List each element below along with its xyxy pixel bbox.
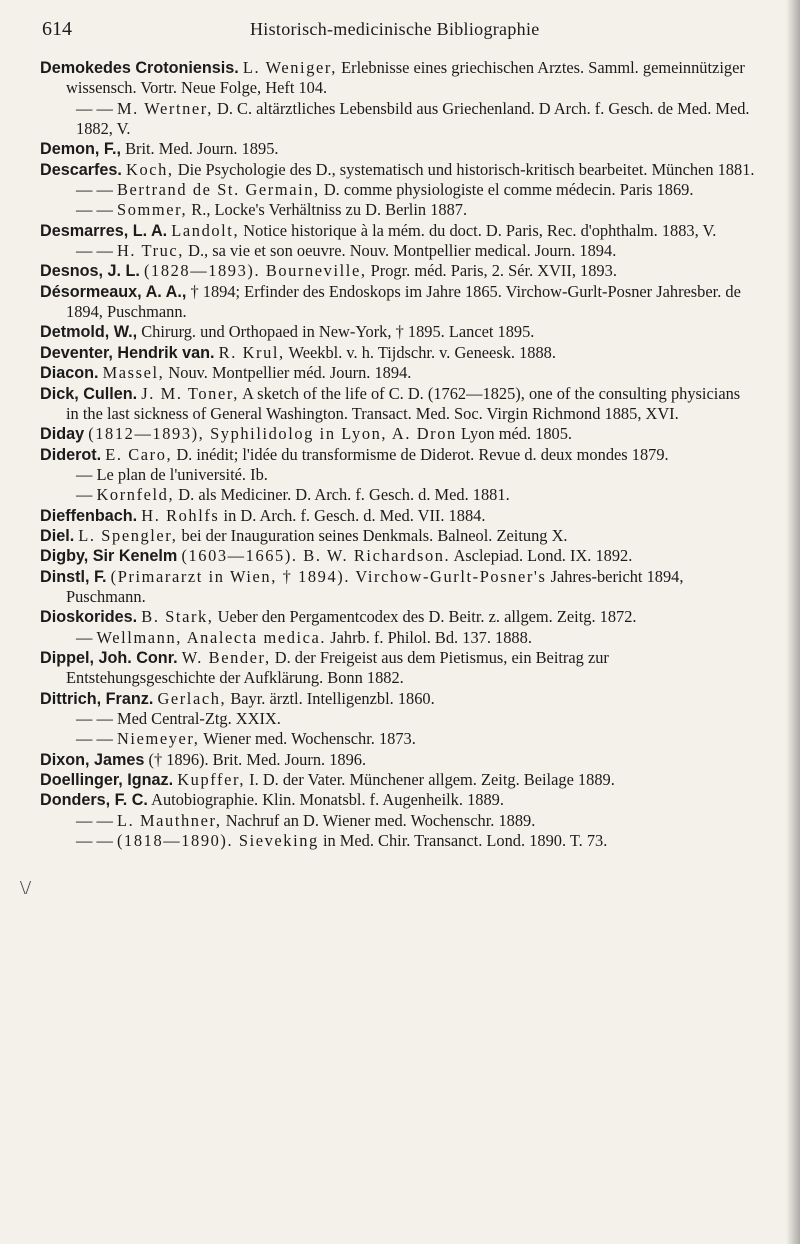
bibliography-entry <box>40 160 755 180</box>
bibliography-entry <box>40 200 755 220</box>
entry-heading: Descarfes. <box>40 160 122 179</box>
entry-heading: Donders, F. C. <box>40 791 148 810</box>
page-number: 614 <box>42 18 72 40</box>
entry-author: H. Rohlfs <box>141 505 220 525</box>
bibliography-entry <box>40 465 755 485</box>
entry-author: R. Krul, <box>218 342 285 362</box>
entry-text: Med Central-Ztg. XXIX. <box>117 709 281 728</box>
entry-author: (Primararzt in Wien, † 1894). Virchow-Gurlt-Posner's <box>110 566 547 586</box>
entry-author: Koch, <box>126 159 174 179</box>
entry-dash: — — <box>76 831 113 851</box>
entry-heading: Diel. <box>40 526 75 545</box>
entry-text: D. der Freigeist aus dem Pietismus, ein Beitrag zur Entstehungsgeschichte der Aufklärung. Bonn 1882. <box>66 647 609 688</box>
entry-text: Erlebnisse eines griechischen Arztes. Samml. gemeinnütziger wissensch. Vortr. Neue Folge, Heft 104. <box>66 58 745 98</box>
entry-author: Kupffer, <box>177 770 246 790</box>
bibliography-entry <box>40 790 755 810</box>
bibliography-entry <box>40 180 755 200</box>
bibliography-entry <box>40 343 755 363</box>
entry-text: bei der Inauguration seines Denkmals. Balneol. Zeitung X. <box>181 525 568 545</box>
entry-author: Kornfeld, <box>96 485 175 505</box>
bibliography-entry <box>40 567 755 608</box>
entry-heading: Desmarres, L. A. <box>40 221 168 240</box>
entry-text: Notice historique à la mém. du doct. D. Paris, Rec. d'ophthalm. 1883, V. <box>243 220 717 240</box>
entry-text: Lyon méd. 1805. <box>460 424 573 444</box>
entry-heading: Dinstl, F. <box>40 567 107 586</box>
entry-heading: Dippel, Joh. Conr. <box>40 648 178 667</box>
entry-dash: — <box>76 485 93 505</box>
entry-author: (1818—1890). Sieveking <box>117 831 319 851</box>
entry-text: D. inédit; l'idée du transformisme de Diderot. Revue d. deux mondes 1879. <box>176 444 669 464</box>
entry-text: in D. Arch. f. Gesch. d. Med. VII. 1884. <box>223 505 486 525</box>
bibliography-entry <box>40 689 755 709</box>
entry-heading: Diacon. <box>40 364 99 383</box>
running-head <box>42 18 742 42</box>
entry-heading: Dieffenbach. <box>40 506 138 525</box>
entry-dash: — — <box>76 241 113 261</box>
bibliography-entry <box>40 485 755 505</box>
entry-author: Sommer, <box>117 200 188 220</box>
bibliography-entry <box>40 607 755 627</box>
entry-author: E. Caro, <box>105 444 173 464</box>
entry-text: D. C. altärztliches Lebensbild aus Griechenland. D Arch. f. Gesch. de Med. Med. 1882, V. <box>76 98 750 139</box>
entry-heading: Doellinger, Ignaz. <box>40 771 174 790</box>
entry-heading: Dixon, James <box>40 750 145 769</box>
entry-text: Nachruf an D. Wiener med. Wochenschr. 1889. <box>225 810 536 830</box>
entry-text: Jahrb. f. Philol. Bd. 137. 1888. <box>330 627 532 647</box>
entry-author: L. Spengler, <box>78 525 178 545</box>
bibliography-entry <box>40 384 755 425</box>
entry-text: Progr. méd. Paris, 2. Sér. XVII, 1893. <box>370 261 617 281</box>
entry-text: Brit. Med. Journ. 1895. <box>125 139 279 159</box>
entry-author: L. Weniger, <box>242 58 337 77</box>
entry-dash: — — <box>76 180 113 200</box>
entry-author: M. Wertner, <box>117 98 213 118</box>
entry-heading: Demokedes Crotoniensis. <box>40 59 239 77</box>
entry-heading: Dittrich, Franz. <box>40 689 154 708</box>
entry-text: in Med. Chir. Transanct. Lond. 1890. T. 73. <box>322 831 608 851</box>
entry-dash: — — <box>76 709 113 728</box>
bibliography-entry <box>40 424 755 444</box>
entry-text: Le plan de l'université. Ib. <box>96 464 268 484</box>
entry-heading: Desnos, J. L. <box>40 262 140 281</box>
entry-author: Wellmann, Analecta medica. <box>96 627 327 647</box>
bibliography-entry <box>40 526 755 546</box>
entry-text: Jahres-bericht 1894, Puschmann. <box>66 566 684 606</box>
entry-heading: Diderot. <box>40 445 102 464</box>
entry-text: Nouv. Montpellier méd. Journ. 1894. <box>168 363 412 383</box>
entry-author: Gerlach, <box>157 688 227 708</box>
margin-check-mark: \/ <box>20 877 32 899</box>
entry-text: Chirurg. und Orthopaed in New-York, † 1895. Lancet 1895. <box>141 322 535 342</box>
entry-dash: — <box>76 464 93 484</box>
bibliography-entry <box>40 139 755 159</box>
bibliography-entry <box>40 282 755 323</box>
entry-text: D. comme physiologiste el comme médecin. Paris 1869. <box>323 180 694 200</box>
bibliography-entry <box>40 221 755 241</box>
bibliography-entries <box>40 58 755 851</box>
entry-text: A sketch of the life of C. D. (1762—1825), one of the consulting physicians in the last sickness of General Washington. Transact. Med. Soc. Virgin Richmond 1885, XVI. <box>66 383 741 423</box>
entry-text: Bayr. ärztl. Intelligenzbl. 1860. <box>230 688 435 708</box>
entry-heading: Désormeaux, A. A., <box>40 282 187 301</box>
bibliography-entry <box>40 99 755 140</box>
entry-heading: Detmold, W., <box>40 323 138 342</box>
bibliography-entry <box>40 506 755 526</box>
entry-dash: — — <box>76 729 113 749</box>
entry-text: Asclepiad. Lond. IX. 1892. <box>453 546 633 566</box>
page-edge-shadow <box>786 0 800 1244</box>
entry-heading: Demon, F., <box>40 140 121 159</box>
entry-heading: Dick, Cullen. <box>40 384 138 403</box>
bibliography-entry <box>40 363 755 383</box>
entry-dash: — — <box>76 98 113 118</box>
bibliography-entry <box>40 811 755 831</box>
entry-text: Die Psychologie des D., systematisch und historisch-kritisch bearbeitet. München 1881. <box>177 159 755 179</box>
bibliography-entry <box>40 648 755 689</box>
entry-text: R., Locke's Verhältniss zu D. Berlin 1887. <box>191 200 468 220</box>
bibliography-entry <box>40 729 755 749</box>
entry-dash: — — <box>76 810 113 830</box>
entry-author: J. M. Toner, <box>141 383 239 403</box>
entry-text: D., sa vie et son oeuvre. Nouv. Montpellier medical. Journ. 1894. <box>188 241 617 261</box>
bibliography-entry <box>40 322 755 342</box>
entry-text: Weekbl. v. h. Tijdschr. v. Geneesk. 1888. <box>288 342 556 362</box>
entry-heading: Digby, Sir Kenelm <box>40 547 178 566</box>
bibliography-entry <box>40 546 755 566</box>
entry-text: Autobiographie. Klin. Monatsbl. f. Augenheilk. 1889. <box>151 790 504 810</box>
entry-author: Niemeyer, <box>117 729 200 749</box>
entry-dash: — — <box>76 200 113 220</box>
entry-author: Massel, <box>102 363 165 383</box>
bibliography-entry <box>40 261 755 281</box>
bibliography-entry <box>40 709 755 729</box>
header-title: Historisch-medicinische Bibliographie <box>250 19 540 39</box>
entry-text: I. D. der Vater. Münchener allgem. Zeitg. Beilage 1889. <box>249 770 615 790</box>
entry-text: † 1894; Erfinder des Endoskops im Jahre 1865. Virchow-Gurlt-Posner Jahresber. de 1894, Puschmann. <box>66 281 741 322</box>
entry-heading: Deventer, Hendrik van. <box>40 343 215 362</box>
entry-text: Wiener med. Wochenschr. 1873. <box>203 729 416 749</box>
entry-author: (1812—1893), Syphilidolog in Lyon, A. Dron <box>88 424 457 444</box>
entry-author: Landolt, <box>171 220 240 240</box>
entry-author: H. Truc, <box>117 241 184 261</box>
entry-author: W. Bender, <box>181 647 271 667</box>
entry-text: D. als Mediciner. D. Arch. f. Gesch. d. Med. 1881. <box>178 485 510 505</box>
entry-author: (1828—1893). Bourneville, <box>143 261 367 281</box>
entry-dash: — <box>76 627 93 647</box>
bibliography-entry <box>40 831 755 851</box>
entry-heading: Diday <box>40 425 85 444</box>
bibliography-entry <box>40 445 755 465</box>
entry-author: B. Stark, <box>141 607 214 627</box>
entry-text: Ueber den Pergamentcodex des D. Beitr. z. allgem. Zeitg. 1872. <box>217 607 637 627</box>
entry-author: Bertrand de St. Germain, <box>117 180 320 200</box>
bibliography-entry <box>40 628 755 648</box>
entry-author: L. Mauthner, <box>117 810 222 830</box>
bibliography-entry <box>40 770 755 790</box>
entry-text: († 1896). Brit. Med. Journ. 1896. <box>148 749 367 769</box>
bibliography-entry <box>40 58 755 99</box>
entry-heading: Dioskorides. <box>40 608 138 627</box>
bibliography-entry <box>40 241 755 261</box>
bibliography-entry <box>40 750 755 770</box>
entry-author: (1603—1665). B. W. Richardson. <box>181 546 451 566</box>
